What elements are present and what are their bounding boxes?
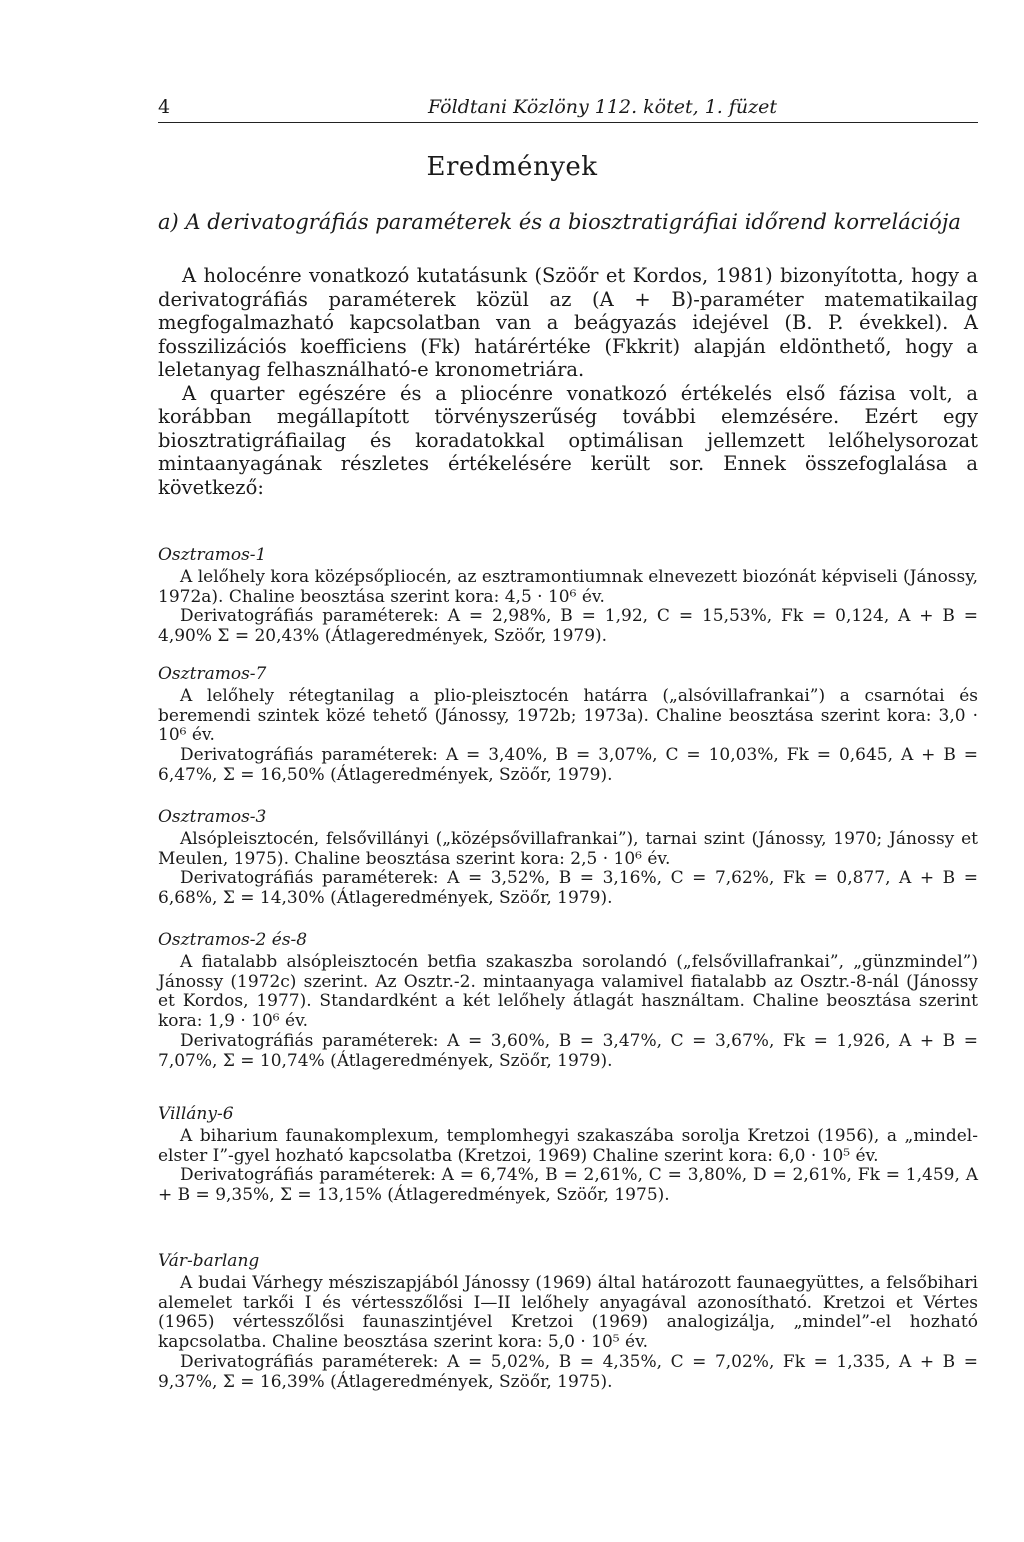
- intro-paragraph-1: A holocénre vonatkozó kutatásunk (Szöőr et Kordos, 1981) bizonyította, hogy a derivatográfiás paraméterek közül az (A + B)-paraméter matematikailag megfogalmazható kapcsolatban van a beágyazás idejével (B. P. évekkel). A fosszilizációs koefficiens (Fk) határértéke (Fkkrit) alapján eldönthető, hogy a leletanyag felhasználható-e kronometriára.: [158, 264, 978, 381]
- site-parameters: Derivatográfiás paraméterek: A = 3,60%, B = 3,47%, C = 3,67%, Fk = 1,926, A + B = 7,07%, Σ = 10,74% (Átlageredmények, Szöőr, 1979).: [158, 1030, 978, 1071]
- site-description: Alsópleisztocén, felsővillányi („középsővillafrankai”), tarnai szint (Jánossy, 1970; Jánossy et Meulen, 1975). Chaline beosztása szerint kora: 2,5 · 10⁶ év.: [158, 828, 978, 869]
- site-description: A biharium faunakomplexum, templomhegyi szakaszába sorolja Kretzoi (1956), a „mindel-elster I”-gyel hozható kapcsolatba (Kretzoi, 1969) Chaline szerint kora: 6,0 · 10⁵ év.: [158, 1125, 978, 1166]
- subsection-title: a) A derivatográfiás paraméterek és a biosztratigráfiai időrend korrelációja: [158, 210, 961, 234]
- site-title: Osztramos-1: [158, 545, 267, 565]
- intro-paragraph-2: A quarter egészére és a pliocénre vonatkozó értékelés első fázisa volt, a korábban megállapított törvényszerűség további elemzésére. Ezért egy biosztratigráfiailag és koradatokkal optimálisan jellemzett lelőhelysorozat mintaanyagának részletes értékelésére került sor. Ennek összefoglalása a következő:: [158, 381, 978, 499]
- site-entry-osztramos-1: [158, 546, 978, 647]
- site-entry-osztramos-3: [158, 808, 978, 909]
- site-title: Osztramos-3: [158, 807, 267, 827]
- site-parameters: Derivatográfiás paraméterek: A = 3,52%, B = 3,16%, C = 7,62%, Fk = 0,877, A + B = 6,68%, Σ = 14,30% (Átlageredmények, Szöőr, 1979).: [158, 868, 978, 909]
- site-description: A lelőhely kora középsőpliocén, az esztramontiumnak elnevezett biozónát képviseli (Jánossy, 1972a). Chaline beosztása szerint kora: 4,5 · 10⁶ év.: [158, 566, 978, 607]
- journal-title: Földtani Közlöny 112. kötet, 1. füzet: [428, 96, 778, 118]
- site-title: Osztramos-2 és-8: [158, 930, 308, 950]
- site-parameters: Derivatográfiás paraméterek: A = 2,98%, B = 1,92, C = 15,53%, Fk = 0,124, A + B = 4,90% Σ = 20,43% (Átlageredmények, Szöőr, 1979).: [158, 606, 978, 647]
- site-entry-osztramos-2-8: [158, 931, 978, 1072]
- site-entry-villany-6: [158, 1105, 978, 1206]
- site-parameters: Derivatográfiás paraméterek: A = 5,02%, B = 4,35%, C = 7,02%, Fk = 1,335, A + B = 9,37%, Σ = 16,39% (Átlageredmények, Szöőr, 1975).: [158, 1351, 978, 1392]
- site-description: A budai Várhegy mésziszapjából Jánossy (1969) által határozott faunaegyüttes, a felsőbihari alemelet tarkői I és vértesszőlősi I—II lelőhely anyagával azonosítható. Kretzoi et Vértes (1965) vértesszőlősi faunaszintjével Kretzoi (1969) analogizálja, „mindel”-el hozható kapcsolatba. Chaline beosztása szerint kora: 5,0 · 10⁵ év.: [158, 1272, 978, 1353]
- site-entry-osztramos-7: [158, 665, 978, 786]
- site-description: A lelőhely rétegtanilag a plio-pleisztocén határra („alsóvillafrankai”) a csarnótai és beremendi szintek közé tehető (Jánossy, 1972b; 1973a). Chaline beosztása szerint kora: 3,0 · 10⁶ év.: [158, 685, 978, 746]
- site-parameters: Derivatográfiás paraméterek: A = 6,74%, B = 2,61%, C = 3,80%, D = 2,61%, Fk = 1,459, A + B = 9,35%, Σ = 13,15% (Átlageredmények, Szöőr, 1975).: [158, 1165, 978, 1206]
- site-description: A fiatalabb alsópleisztocén betfia szakaszba sorolandó („felsővillafrankai”, „günzmindel”) Jánossy (1972c) szerint. Az Osztr.-2. mintaanyaga valamivel fiatalabb az Osztr.-8-nál (Jánossy et Kordos, 1977). Standardként a két lelőhely átlagát használtam. Chaline beosztása szerint kora: 1,9 · 10⁶ év.: [158, 951, 978, 1032]
- site-entry-var-barlang: [158, 1252, 978, 1393]
- site-title: Villány-6: [158, 1104, 234, 1124]
- site-title: Vár-barlang: [158, 1251, 260, 1271]
- page-number: 4: [158, 96, 171, 118]
- site-title: Osztramos-7: [158, 664, 267, 684]
- running-header: [158, 96, 978, 123]
- site-parameters: Derivatográfiás paraméterek: A = 3,40%, B = 3,07%, C = 10,03%, Fk = 0,645, A + B = 6,47%, Σ = 16,50% (Átlageredmények, Szöőr, 1979).: [158, 745, 978, 785]
- section-title: Eredmények: [426, 152, 598, 182]
- intro-text: [158, 264, 978, 499]
